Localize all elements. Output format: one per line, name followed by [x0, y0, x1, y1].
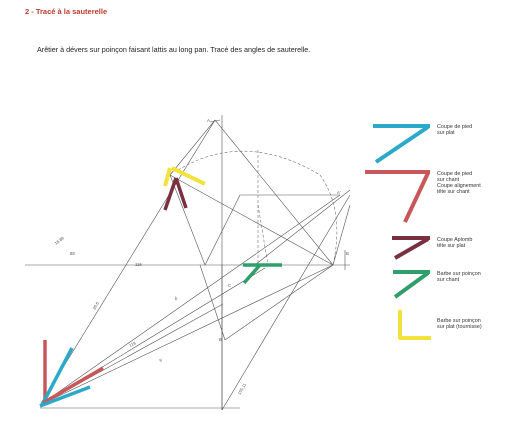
legend-swatches — [365, 126, 431, 339]
bevel-green-2 — [244, 265, 260, 283]
dim-88: 88 — [70, 251, 75, 256]
diag-5 — [225, 265, 333, 340]
legend-swatch-green — [393, 272, 430, 297]
dashed-arc — [178, 151, 320, 175]
legend-label-yellow-2: sur plat (tournisse) — [437, 324, 482, 330]
construction-lines — [25, 115, 350, 410]
legend-label-red-4: tête sur chant — [437, 189, 470, 195]
dim-26-6: 26.6 — [91, 300, 100, 311]
legend-swatch-yellow — [399, 310, 431, 339]
dim-18-89: 18.89 — [53, 235, 65, 246]
label-b-small: b — [175, 296, 178, 301]
label-a-prime: A' — [337, 190, 341, 195]
label-c: C — [228, 283, 232, 288]
legend-label-maroon-1: Coupe Aplomb — [437, 237, 473, 243]
legend-label-green-2: sur chant — [437, 277, 460, 283]
legend-swatch-maroon — [392, 238, 430, 258]
legend-label-blue-1: Coupe de pied — [437, 124, 473, 130]
dim-118: 118 — [128, 340, 137, 348]
bevel-yellow-2 — [165, 168, 170, 186]
legend-labels — [437, 124, 482, 330]
legend-swatch-red — [365, 172, 430, 222]
diag-top-right — [215, 120, 333, 265]
section-title: 2 - Tracé à la sauterelle — [25, 7, 108, 16]
legend-label-red-3: Coupe alignement — [437, 183, 481, 189]
description-text: Arêtier à dévers sur poinçon faisant lattis au long pan. Tracé des angles de sauterelle. — [37, 45, 311, 54]
legend-label-yellow-1: Barbe sur poinçon — [437, 318, 481, 324]
diag-4 — [200, 265, 225, 340]
diag-left-down — [170, 175, 205, 265]
dim-116: 116 — [135, 262, 142, 267]
diag-6 — [255, 190, 350, 265]
legend-label-maroon-2: tête sur plat — [437, 243, 466, 249]
dim-9: 9 — [158, 357, 163, 363]
label-b-prime: B' — [219, 337, 223, 342]
dashed-diag — [258, 205, 268, 265]
diag-top-left — [170, 120, 215, 175]
legend-label-blue-2: sur plat — [437, 130, 455, 136]
dim-155-11: 155.11 — [236, 382, 248, 396]
hip-line-2 — [40, 265, 333, 405]
legend-label-red-1: Coupe de pied — [437, 171, 473, 177]
legend-label-green-1: Barbe sur poinçon — [437, 271, 481, 277]
label-b: B — [346, 251, 349, 256]
dashed-construction — [178, 150, 337, 265]
legend-label-red-2: sur chant — [437, 177, 460, 183]
dashed-arc-2 — [320, 175, 337, 265]
label-a: A — [207, 118, 210, 123]
diag-2 — [205, 195, 240, 265]
legend-swatch-blue — [373, 126, 430, 162]
diagram-labels — [54, 118, 349, 396]
diag-7 — [222, 195, 350, 410]
diag-mid — [170, 175, 333, 265]
